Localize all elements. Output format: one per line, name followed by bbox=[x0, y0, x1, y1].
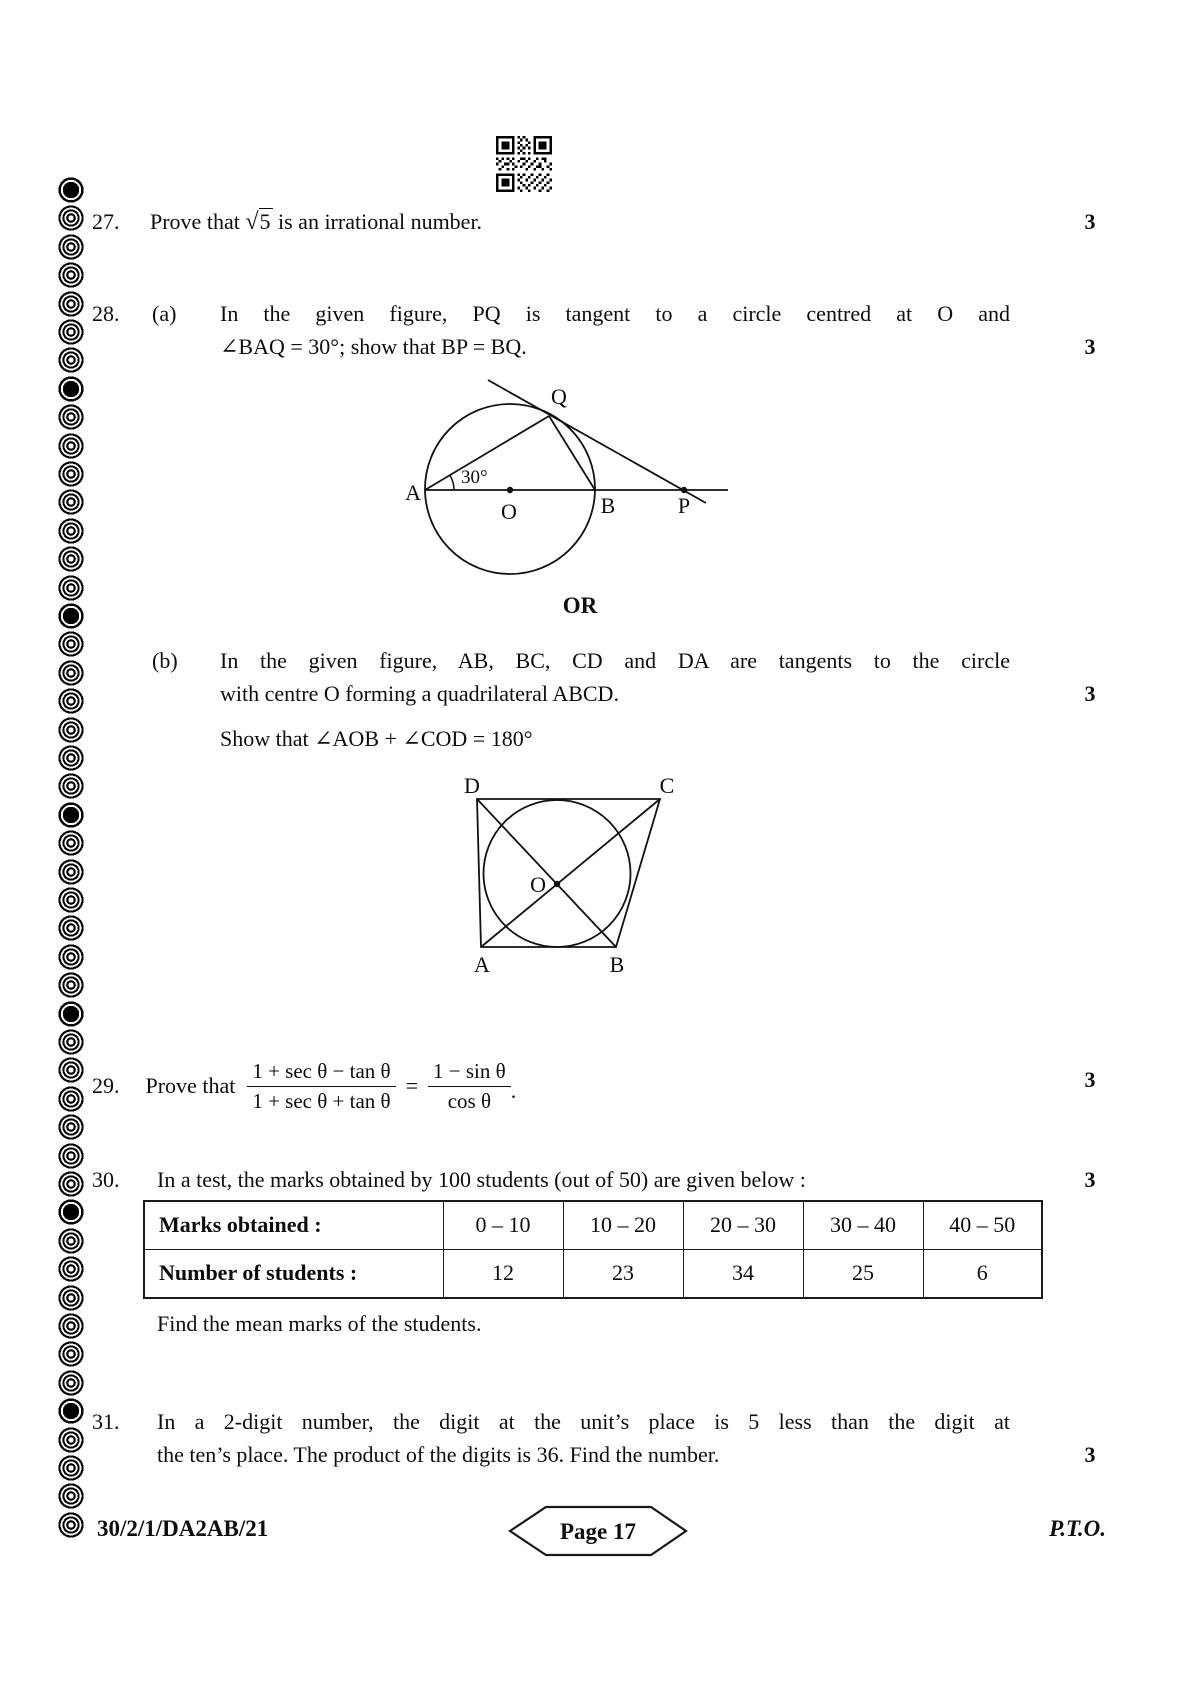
binding-hole bbox=[58, 1228, 84, 1254]
binding-hole bbox=[58, 1455, 84, 1481]
table-cell-value: 34 bbox=[683, 1249, 803, 1298]
binding-hole bbox=[58, 1256, 84, 1282]
binding-hole bbox=[58, 830, 84, 856]
binding-hole bbox=[58, 518, 84, 544]
binding-hole bbox=[58, 433, 84, 459]
q30-intro: In a test, the marks obtained by 100 students (out of 50) are given below : bbox=[157, 1167, 806, 1192]
q27-text-after: is an irrational number. bbox=[278, 209, 483, 234]
binding-hole-filled bbox=[58, 177, 84, 203]
q28a-label: (a) bbox=[152, 301, 177, 326]
binding-hole bbox=[58, 1114, 84, 1140]
binding-hole bbox=[58, 404, 84, 430]
q30-outro: Find the mean marks of the students. bbox=[157, 1311, 482, 1336]
binding-hole-filled bbox=[58, 1199, 84, 1225]
figure-quadrilateral-circle bbox=[428, 770, 682, 984]
table-cell-value: 12 bbox=[443, 1249, 563, 1298]
figure-a-label-Q: Q bbox=[551, 384, 567, 409]
q28b-show-that: Show that ∠AOB + ∠COD = 180° bbox=[220, 726, 533, 751]
page-number-hexagon bbox=[505, 1500, 691, 1562]
binding-hole bbox=[58, 944, 84, 970]
binding-hole bbox=[58, 262, 84, 288]
q29-marks: 3 bbox=[1084, 1067, 1096, 1092]
figure-a-label-B: B bbox=[600, 493, 616, 518]
table-cell-value: 25 bbox=[803, 1249, 923, 1298]
binding-hole-filled bbox=[58, 1001, 84, 1027]
radical-sign: √ bbox=[245, 209, 259, 235]
table-cell-value: 23 bbox=[563, 1249, 683, 1298]
figure-b-label-A: A bbox=[474, 952, 490, 977]
table-row-marks bbox=[144, 1201, 1042, 1249]
line-AC bbox=[481, 799, 660, 947]
binding-hole bbox=[58, 887, 84, 913]
point-O bbox=[554, 881, 560, 887]
q27-number: 27. bbox=[92, 209, 120, 234]
q27-marks: 3 bbox=[1084, 209, 1096, 234]
q31-line2: the ten’s place. The product of the digits is 36. Find the number. bbox=[157, 1442, 720, 1467]
q28a-line1: In the given figure, PQ is tangent to a circle centred at O and bbox=[220, 301, 1010, 326]
inscribed-circle bbox=[484, 800, 631, 947]
figure-a-label-O: O bbox=[501, 499, 517, 524]
table-col-range: 10 – 20 bbox=[563, 1201, 683, 1249]
binding-hole bbox=[58, 660, 84, 686]
binding-hole bbox=[58, 972, 84, 998]
table-row1-label: Marks obtained : bbox=[144, 1201, 443, 1249]
binding-hole bbox=[58, 688, 84, 714]
table-col-range: 40 – 50 bbox=[923, 1201, 1042, 1249]
q28a-marks: 3 bbox=[1084, 334, 1096, 359]
binding-hole-filled bbox=[58, 1398, 84, 1424]
q30-table bbox=[143, 1200, 1043, 1299]
table-col-range: 0 – 10 bbox=[443, 1201, 563, 1249]
binding-hole bbox=[58, 1427, 84, 1453]
figure-a-label-A: A bbox=[405, 480, 421, 505]
page-number-label: Page 17 bbox=[559, 1519, 637, 1544]
binding-hole bbox=[58, 631, 84, 657]
q27-text bbox=[150, 205, 482, 239]
tangent-PQ bbox=[488, 380, 706, 503]
binding-hole bbox=[58, 1057, 84, 1083]
q28b-label: (b) bbox=[152, 648, 178, 673]
figure-a-angle-label: 30° bbox=[461, 467, 488, 488]
qr-code bbox=[496, 136, 552, 192]
figure-b-label-D: D bbox=[464, 773, 480, 798]
q29-prefix: Prove that bbox=[145, 1073, 236, 1098]
binding-hole bbox=[58, 1285, 84, 1311]
figure-a-label-P: P bbox=[677, 493, 691, 518]
q29-number: 29. bbox=[92, 1073, 120, 1098]
line-DB bbox=[477, 799, 616, 947]
q27-text-before: Prove that bbox=[150, 209, 240, 234]
q29-fraction-right bbox=[428, 1059, 511, 1114]
q29-frac1-numerator: 1 + sec θ − tan θ bbox=[247, 1059, 395, 1087]
q28a-line2: ∠BAQ = 30°; show that BP = BQ. bbox=[220, 334, 527, 359]
q28b-line1: In the given figure, AB, BC, CD and DA are tangents to the circle bbox=[220, 648, 1010, 673]
table-col-range: 30 – 40 bbox=[803, 1201, 923, 1249]
binding-hole bbox=[58, 489, 84, 515]
binding-hole bbox=[58, 1086, 84, 1112]
q31-line1: In a 2-digit number, the digit at the unit’s place is 5 less than the digit at bbox=[157, 1409, 1010, 1434]
binding-hole bbox=[58, 546, 84, 572]
q29-equation-row bbox=[92, 1040, 516, 1132]
q31-marks: 3 bbox=[1084, 1442, 1096, 1467]
binding-hole bbox=[58, 1171, 84, 1197]
binding-hole bbox=[58, 1370, 84, 1396]
q29-frac2-denominator: cos θ bbox=[447, 1088, 492, 1113]
binding-hole bbox=[58, 745, 84, 771]
equals-sign: = bbox=[405, 1073, 419, 1098]
q28b-line2: with centre O forming a quadrilateral ABCD. bbox=[220, 681, 619, 706]
q29-fraction-left bbox=[247, 1059, 395, 1114]
q30-marks: 3 bbox=[1084, 1167, 1096, 1192]
binding-hole bbox=[58, 1029, 84, 1055]
binding-hole bbox=[58, 915, 84, 941]
q29-period: . bbox=[510, 1078, 517, 1103]
binding-hole bbox=[58, 1512, 84, 1538]
q28b-marks: 3 bbox=[1084, 681, 1096, 706]
binding-hole bbox=[58, 291, 84, 317]
binding-hole bbox=[58, 773, 84, 799]
binding-hole bbox=[58, 461, 84, 487]
pto-label: P.T.O. bbox=[1049, 1516, 1106, 1541]
binding-hole bbox=[58, 717, 84, 743]
sqrt-5: √5 bbox=[245, 209, 271, 235]
binding-hole-filled bbox=[58, 802, 84, 828]
table-cell-value: 6 bbox=[923, 1249, 1042, 1298]
angle-arc bbox=[450, 475, 454, 490]
binding-hole bbox=[58, 1483, 84, 1509]
or-separator: OR bbox=[562, 593, 598, 618]
binding-hole bbox=[58, 1143, 84, 1169]
table-row2-label: Number of students : bbox=[144, 1249, 443, 1298]
binding-hole bbox=[58, 1313, 84, 1339]
binding-hole bbox=[58, 1341, 84, 1367]
binding-hole bbox=[58, 205, 84, 231]
table-col-range: 20 – 30 bbox=[683, 1201, 803, 1249]
figure-tangent-circle bbox=[388, 370, 742, 584]
point-O bbox=[507, 487, 513, 493]
binding-hole bbox=[58, 347, 84, 373]
binding-hole bbox=[58, 575, 84, 601]
figure-b-label-C: C bbox=[659, 773, 675, 798]
q29-frac1-denominator: 1 + sec θ + tan θ bbox=[252, 1088, 391, 1113]
binding-hole-filled bbox=[58, 603, 84, 629]
q28-number: 28. bbox=[92, 301, 120, 326]
table-row-students bbox=[144, 1249, 1042, 1298]
binding-hole bbox=[58, 234, 84, 260]
paper-code: 30/2/1/DA2AB/21 bbox=[97, 1516, 269, 1541]
figure-b-label-B: B bbox=[609, 952, 625, 977]
binding-hole bbox=[58, 319, 84, 345]
figure-b-label-O: O bbox=[530, 872, 546, 897]
binding-hole-filled bbox=[58, 376, 84, 402]
binding-hole bbox=[58, 859, 84, 885]
q30-number: 30. bbox=[92, 1167, 120, 1192]
q31-number: 31. bbox=[92, 1409, 120, 1434]
q29-frac2-numerator: 1 − sin θ bbox=[428, 1059, 511, 1087]
